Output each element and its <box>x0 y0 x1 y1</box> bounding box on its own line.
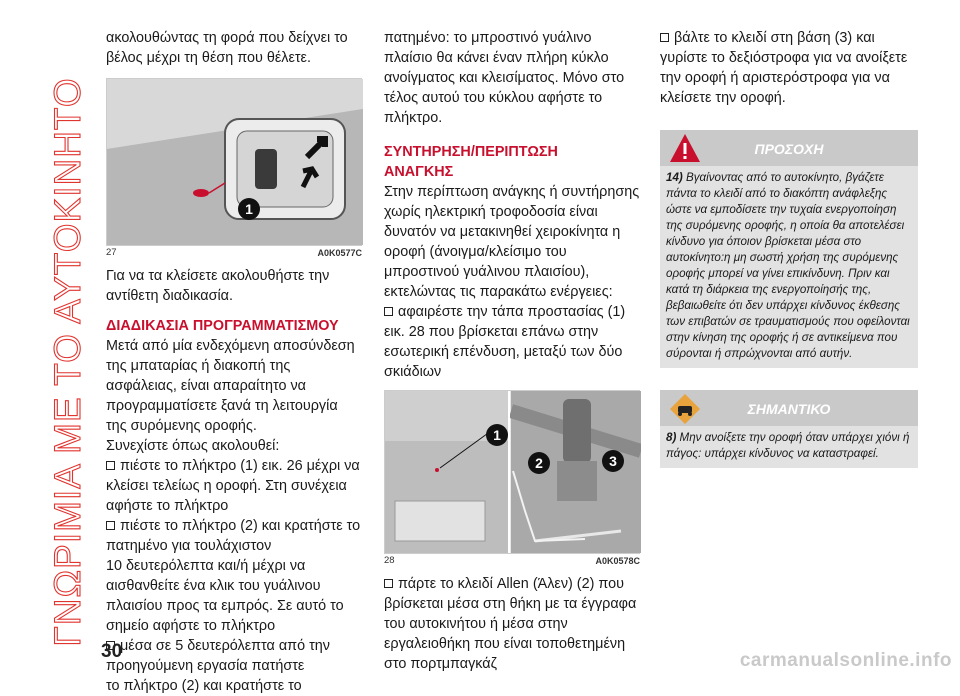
figure-28-callout-3: 3 <box>609 453 617 469</box>
note-number: 8) <box>666 431 677 444</box>
column-middle <box>384 28 640 674</box>
figure-28-number: 28 <box>384 555 395 566</box>
checkbox-bullet-icon <box>384 579 393 588</box>
maintenance-step-3: βάλτε το κλειδί στη βάση (3) και γυρίστε το δεξιόστροφα για να ανοίξετε την οροφή ή αριστερόστροφα για να κλείσετε την οροφή. <box>660 30 908 106</box>
maintenance-step-2: πάρτε το κλειδί Allen (Άλεν) (2) που βρίσκεται μέσα στη θήκη με τα έγγραφα του αυτοκινήτου ή μέσα στην εργαλειοθήκη που είναι τοποθετημένη στο πορτμπαγκάζ <box>384 576 637 672</box>
side-section-title <box>0 0 96 678</box>
figure-27-number: 27 <box>106 247 117 258</box>
maintenance-heading: ΣΥΝΤΗΡΗΣΗ/ΠΕΡΙΠΤΩΣΗ ΑΝΑΓΚΗΣ <box>384 144 558 180</box>
programming-para-2: Συνεχίστε όπως ακολουθεί: <box>106 438 280 454</box>
maintenance-para: Στην περίπτωση ανάγκης ή συντήρησης χωρίς ηλεκτρική τροφοδοσία είναι δυνατόν να μετακινηθεί χειροκίνητα η οροφή (άνοιγμα/κλείσιμο του μπροστινού γυάλινου πλαισίου), εκτελώντας τις παρακάτω ενέργειες: <box>384 184 640 300</box>
warning-number: 14) <box>666 171 683 184</box>
figure-27-caption <box>106 246 362 260</box>
warning-box <box>660 130 918 368</box>
column-left <box>106 28 362 696</box>
programming-para-1: Μετά από μία ενδεχόμενη αποσύνδεση της μπαταρίας ή διακοπή της ασφάλειας, είναι απαραίτητο να προγραμματίσετε ξανά τη λειτουργία της συρόμενης οροφής. <box>106 338 355 434</box>
programming-step-3: μέσα σε 5 δευτερόλεπτα από την προηγούμενη εργασία πατήστε <box>106 638 330 674</box>
note-box <box>660 390 918 468</box>
figure-27 <box>106 78 362 246</box>
figure-27-code: A0K0577C <box>317 248 362 258</box>
figure-28 <box>384 390 640 554</box>
figure-27-callout: 1 <box>245 201 253 217</box>
programming-step-2: πιέστε το πλήκτρο (2) και κρατήστε το πατημένο για τουλάχιστον <box>106 518 361 554</box>
programming-para-4: το πλήκτρο (2) και κρατήστε το <box>106 678 302 694</box>
warning-text: Βγαίνοντας από το αυτοκίνητο, βγάζετε πάντα το κλειδί από το διακόπτη ανάφλεξης ώστε να εμποδίσετε την τυχαία ενεργοποίηση της συρόμενης οροφής, η οποία θα αποτελέσει κίνδυνο για όποιον βρίσκεται μέσα στο αυτοκίνητο:η μη σωστή χρήση της συρόμενης οροφής μπορεί να γίνει επικίνδυνη. Πριν και κατά τη διάρκεια της ενεργοποίησής της, βεβαιωθείτε ότι δεν υπάρχει κίνδυνος έκθεσης των επιβατών σε τραυματισμούς που οφείλονται στην κίνηση της οροφής ή σε αντικείμενα που σύρονται ή σπρώχνονται από αυτήν. <box>666 171 910 360</box>
programming-para-3: 10 δευτερόλεπτα και/ή μέχρι να αισθανθείτε ένα κλικ του γυάλινου πλαισίου προς τα εμπρός. Σε αυτό το σημείο αφήστε το πλήκτρο <box>106 558 344 634</box>
intro-text: ακολουθώντας τη φορά που δείχνει το βέλος μέχρι τη θέση που θέλετε. <box>106 30 348 66</box>
page-number: 30 <box>101 641 123 662</box>
side-title-text: ΓΝΩΡΙΜΙΑ ΜΕ ΤΟ ΑΥΤΟΚΙΝΗΤΟ <box>47 77 88 647</box>
column-right <box>660 28 918 468</box>
note-text: Μην ανοίξετε την οροφή όταν υπάρχει χιόνι ή πάγος: υπάρχει κίνδυνος να καταστραφεί. <box>666 431 910 460</box>
figure-28-callout-2: 2 <box>535 455 543 471</box>
checkbox-bullet-icon <box>106 461 115 470</box>
manual-operation-illustration <box>385 391 641 553</box>
maintenance-step-1: αφαιρέστε την τάπα προστασίας (1) εικ. 28 που βρίσκεται επάνω στην εσωτερική επένδυση, μεταξύ των δύο σκιάδιων <box>384 304 626 380</box>
checkbox-bullet-icon <box>106 521 115 530</box>
sunroof-switch-illustration <box>107 79 363 245</box>
middle-intro: πατημένο: το μπροστινό γυάλινο πλαίσιο θα κάνει έναν πλήρη κύκλο ανοίγματος και κλεισίματος. Μόνο στο τέλος αυτού του κύκλου αφήστε το πλήκτρο. <box>384 30 625 126</box>
figure-28-caption <box>384 554 640 568</box>
watermark: carmanualsonline.info <box>739 650 952 671</box>
checkbox-bullet-icon <box>660 33 669 42</box>
warning-body <box>660 166 918 368</box>
close-instruction: Για να τα κλείσετε ακολουθήστε την αντίθετη διαδικασία. <box>106 268 330 304</box>
checkbox-bullet-icon <box>384 307 393 316</box>
figure-28-callout-1: 1 <box>493 427 501 443</box>
warning-title: ΠΡΟΣΟΧΗ <box>754 141 824 157</box>
warning-header <box>660 130 918 166</box>
programming-step-1: πιέστε το πλήκτρο (1) εικ. 26 μέχρι να κλείσει τελείως η οροφή. Στη συνέχεια αφήστε το πλήκτρο <box>106 458 360 514</box>
figure-28-code: A0K0578C <box>595 556 640 566</box>
note-body <box>660 426 918 468</box>
note-header <box>660 390 918 426</box>
programming-heading: ΔΙΑΔΙΚΑΣΙΑ ΠΡΟΓΡΑΜΜΑΤΙΣΜΟΥ <box>106 318 339 334</box>
note-title: ΣΗΜΑΝΤΙΚΟ <box>747 401 831 417</box>
